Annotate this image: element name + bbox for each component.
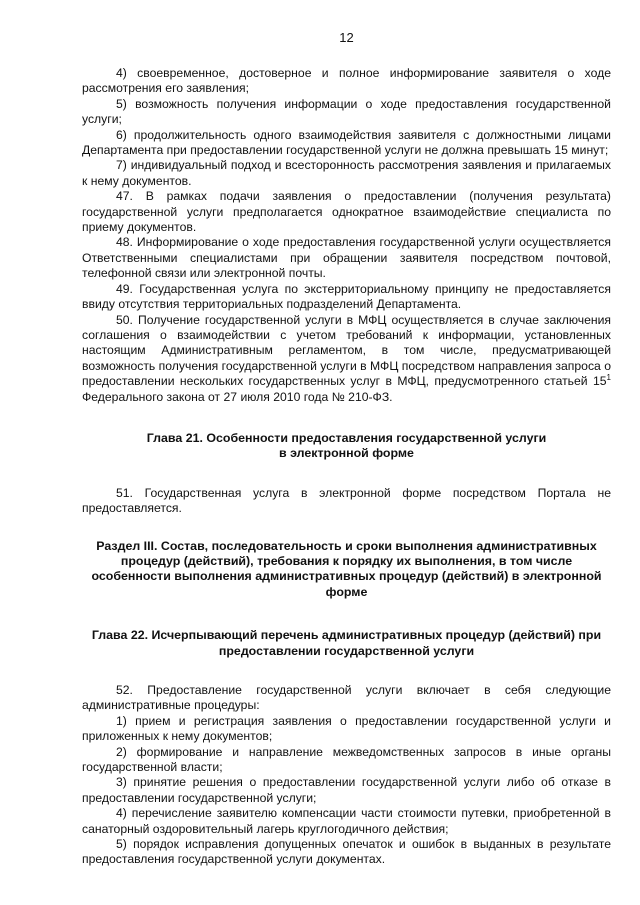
document-page — [82, 30, 611, 868]
procedure-item-1: 1) прием и регистрация заявления о предоставлении государственной услуги и приложенных к нему документов; — [82, 713, 611, 744]
paragraph-50-text: 50. Получение государственной услуги в МФЦ осуществляется в случае заключения соглашения о взаимодействии с учетом требований к информации, установленных настоящим Административным регламентом, в том числе, предусматривающей возможность получения государственной услуги в МФЦ посредством направления запроса о предоставлении нескольких государственных услуг в МФЦ, предусмотренного статьей 15 — [82, 312, 611, 389]
paragraph-52: 52. Предоставление государственной услуги включает в себя следующие административные процедуры: — [82, 683, 611, 713]
paragraph-item-5: 5) возможность получения информации о ходе предоставления государственной услуги; — [82, 96, 611, 127]
paragraph-item-4: 4) своевременное, достоверное и полное информирование заявителя о ходе рассмотрения его заявления; — [82, 66, 611, 96]
procedure-item-5: 5) порядок исправления допущенных опечаток и ошибок в выданных в результате предоставления государственной услуги документах. — [82, 837, 611, 867]
chapter-21-heading — [82, 431, 611, 462]
paragraph-48: 48. Информирование о ходе предоставления государственной услуги осуществляется Ответственными специалистами при обращении заявителя посредством почтовой, телефонной связи или электронной почты. — [82, 235, 611, 281]
chapter-21-heading-line-2: в электронной форме — [279, 446, 414, 461]
section-3-heading: Раздел III. Состав, последовательность и сроки выполнения административных процедур (действий), требования к порядку их выполнения, в том числе особенности выполнения административных процедур (действий) в электронной форме — [91, 538, 602, 599]
paragraph-47: 47. В рамках подачи заявления о предоставлении (получения результата) государственной услуги предполагается однократное взаимодействие специалиста по приему документов. — [82, 189, 611, 235]
paragraph-50-text-end: Федерального закона от 27 июля 2010 года № 210-ФЗ. — [82, 389, 393, 404]
chapter-21-heading-line-1: Глава 21. Особенности предоставления государственной услуги — [146, 430, 547, 445]
paragraph-item-6: 6) продолжительность одного взаимодействия заявителя с должностными лицами Департамента при предоставлении государственной услуги не должна превышать 15 минут; — [82, 127, 611, 158]
page-number: 12 — [339, 30, 354, 45]
paragraph-50 — [82, 313, 611, 405]
procedure-item-4: 4) перечисление заявителю компенсации части стоимости путевки, приобретенной в санаторный оздоровительный лагерь круглогодичного действия; — [82, 806, 611, 836]
article-superscript: 1 — [606, 373, 611, 383]
paragraph-51: 51. Государственная услуга в электронной форме посредством Портала не предоставляется. — [82, 485, 611, 516]
paragraph-item-7: 7) индивидуальный подход и всесторонность рассмотрения заявления и прилагаемых к нему документов. — [82, 158, 611, 188]
chapter-22-heading: Глава 22. Исчерпывающий перечень административных процедур (действий) при предоставлении государственной услуги — [91, 628, 602, 658]
paragraph-49: 49. Государственная услуга по экстерриториальному принципу не предоставляется ввиду отсутствия территориальных подразделений Департамента. — [82, 281, 611, 312]
procedure-item-3: 3) принятие решения о предоставлении государственной услуги либо об отказе в предоставлении государственной услуги; — [82, 775, 611, 805]
procedure-item-2: 2) формирование и направление межведомственных запросов в иные органы государственной власти; — [82, 744, 611, 775]
